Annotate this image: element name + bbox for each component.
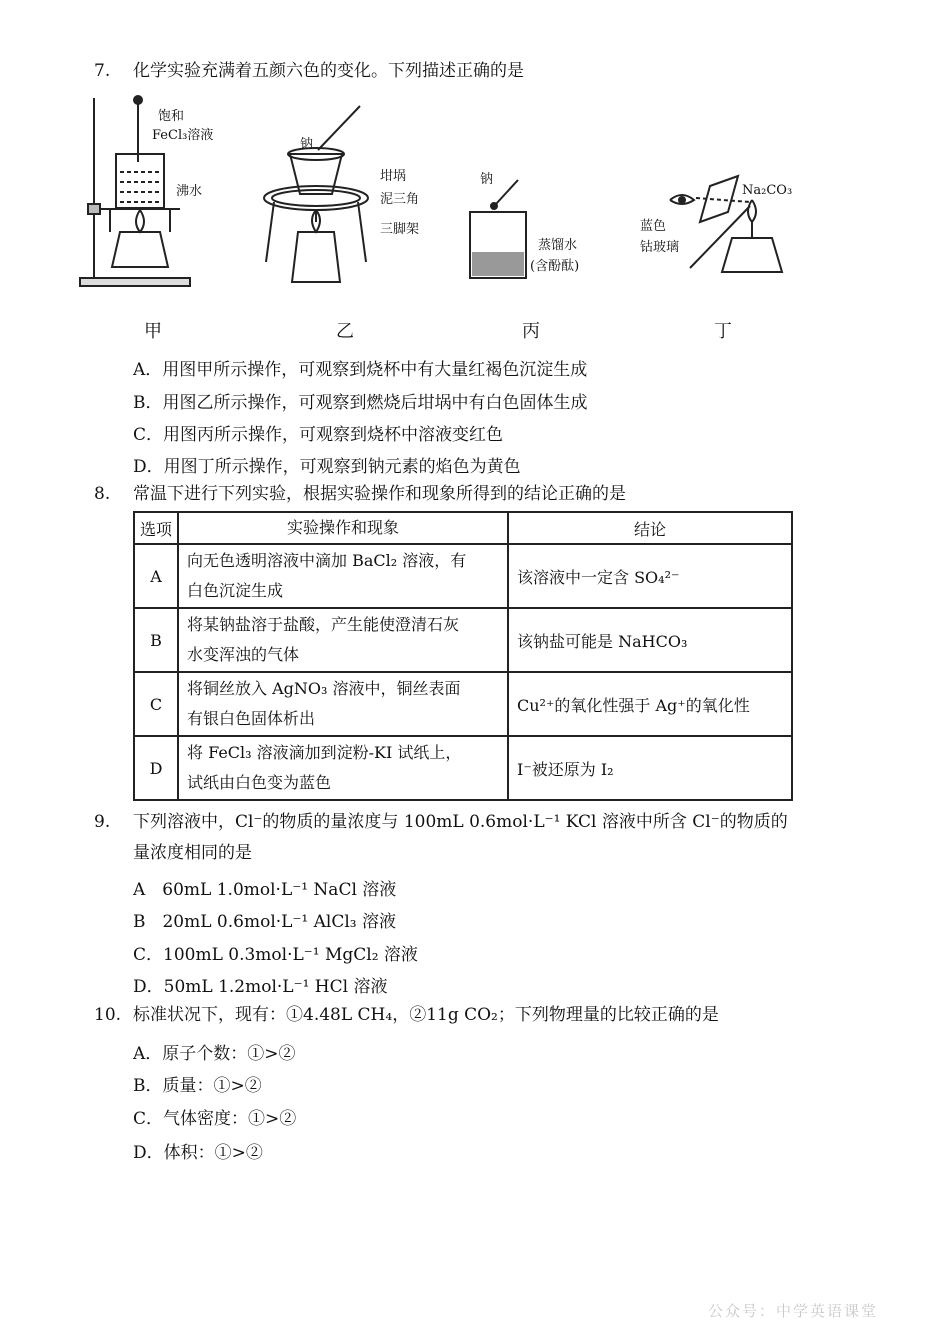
yi-crucible-label: 坩埚 [380,169,407,184]
q8-row-conclusion: I⁻被还原为 I₂ [508,736,792,800]
q8-row-operation-line-2: 有银白色固体析出 [187,709,316,728]
table-row [134,608,792,672]
q7-number: 7. [94,61,111,81]
q8-table [133,511,793,801]
q8-row-option: B [134,608,178,672]
q8-row-operation-line-2: 试纸由白色变为蓝色 [187,773,332,792]
bing-sodium-label: 钠 [480,172,494,187]
q8-row-conclusion: 该钠盐可能是 NaHCO₃ [508,608,792,672]
jia-reagent-label-1: 饱和 [158,109,185,124]
q9-stem-line-1: 下列溶液中，Cl⁻的物质的量浓度与 100mL 0.6mol·L⁻¹ KCl 溶液中所含 Cl⁻的物质的 [133,812,788,832]
q8-row-operation [178,544,508,608]
ding-salt-label: Na₂CO₃ [742,183,793,198]
q8-row-conclusion: Cu²⁺的氧化性强于 Ag⁺的氧化性 [508,672,792,736]
q10-option-b: B．质量：①>② [133,1076,262,1096]
q9-number: 9. [94,812,111,832]
q8-header-operation: 实验操作和现象 [178,512,508,544]
q10-option-d: D．体积：①>② [133,1143,263,1163]
q8-row-option: D [134,736,178,800]
q10-stem: 标准状况下，现有：①4.48L CH₄，②11g CO₂；下列物理量的比较正确的是 [133,1005,719,1025]
q7-option-a: A．用图甲所示操作，可观察到烧杯中有大量红褐色沉淀生成 [133,360,588,380]
q8-row-operation-line-2: 水变浑浊的气体 [187,645,300,664]
q8-number: 8. [94,484,111,504]
q8-row-operation-line-2: 白色沉淀生成 [187,581,284,600]
q8-row-conclusion: 该溶液中一定含 SO₄²⁻ [508,544,792,608]
yi-tripod-label: 三脚架 [380,222,420,237]
jia-water-label: 沸水 [176,184,203,199]
q8-row-operation-line-1: 将铜丝放入 AgNO₃ 溶液中，铜丝表面 [187,679,461,698]
yi-sodium-label: 钠 [300,137,314,152]
q9-stem-line-2: 量浓度相同的是 [133,843,252,863]
bing-water-label-1: 蒸馏水 [538,238,578,253]
bing-water-label-2: (含酚酞) [530,259,580,274]
q8-row-operation-line-1: 将某钠盐溶于盐酸，产生能使澄清石灰 [187,615,460,634]
q8-row-operation-line-1: 将 FeCl₃ 溶液滴加到淀粉-KI 试纸上， [187,743,462,762]
q9-option-c: C．100mL 0.3mol·L⁻¹ MgCl₂ 溶液 [133,945,418,965]
q7-option-d: D．用图丁所示操作，可观察到钠元素的焰色为黄色 [133,457,521,477]
q9-option-b: B 20mL 0.6mol·L⁻¹ AlCl₃ 溶液 [133,912,397,932]
q8-row-option: A [134,544,178,608]
q8-header-conclusion: 结论 [508,512,792,544]
table-row [134,544,792,608]
q7-option-b: B．用图乙所示操作，可观察到燃烧后坩埚中有白色固体生成 [133,393,588,413]
q9-option-a: A 60mL 1.0mol·L⁻¹ NaCl 溶液 [133,880,397,900]
q10-number: 10. [94,1005,122,1025]
q10-option-c: C．气体密度：①>② [133,1109,297,1129]
watermark: 公众号：中学英语课堂 [708,1302,879,1320]
q8-stem: 常温下进行下列实验，根据实验操作和现象所得到的结论正确的是 [133,484,626,504]
caption-yi: 乙 [336,321,354,342]
q8-table-header-row [134,512,792,544]
q8-row-operation-line-1: 向无色透明溶液中滴加 BaCl₂ 溶液，有 [187,551,467,570]
q8-row-operation [178,672,508,736]
ding-glass-label-1: 蓝色 [640,219,667,234]
caption-ding: 丁 [714,321,732,342]
q8-header-option: 选项 [134,512,178,544]
q10-option-a: A．原子个数：①>② [133,1044,296,1064]
q8-row-option: C [134,672,178,736]
caption-bing: 丙 [522,321,540,342]
table-row [134,736,792,800]
q9-option-d: D．50mL 1.2mol·L⁻¹ HCl 溶液 [133,977,388,997]
q8-row-operation [178,608,508,672]
ding-glass-label-2: 钴玻璃 [640,240,680,255]
q8-row-operation [178,736,508,800]
table-row [134,672,792,736]
jia-reagent-label-2: FeCl₃溶液 [152,128,214,143]
caption-jia: 甲 [144,321,162,342]
q7-stem: 化学实验充满着五颜六色的变化。下列描述正确的是 [133,61,524,81]
apparatus-bing [470,180,526,278]
q7-option-c: C．用图丙所示操作，可观察到烧杯中溶液变红色 [133,425,504,445]
apparatus-yi [264,106,368,282]
yi-triangle-label: 泥三角 [380,192,420,207]
